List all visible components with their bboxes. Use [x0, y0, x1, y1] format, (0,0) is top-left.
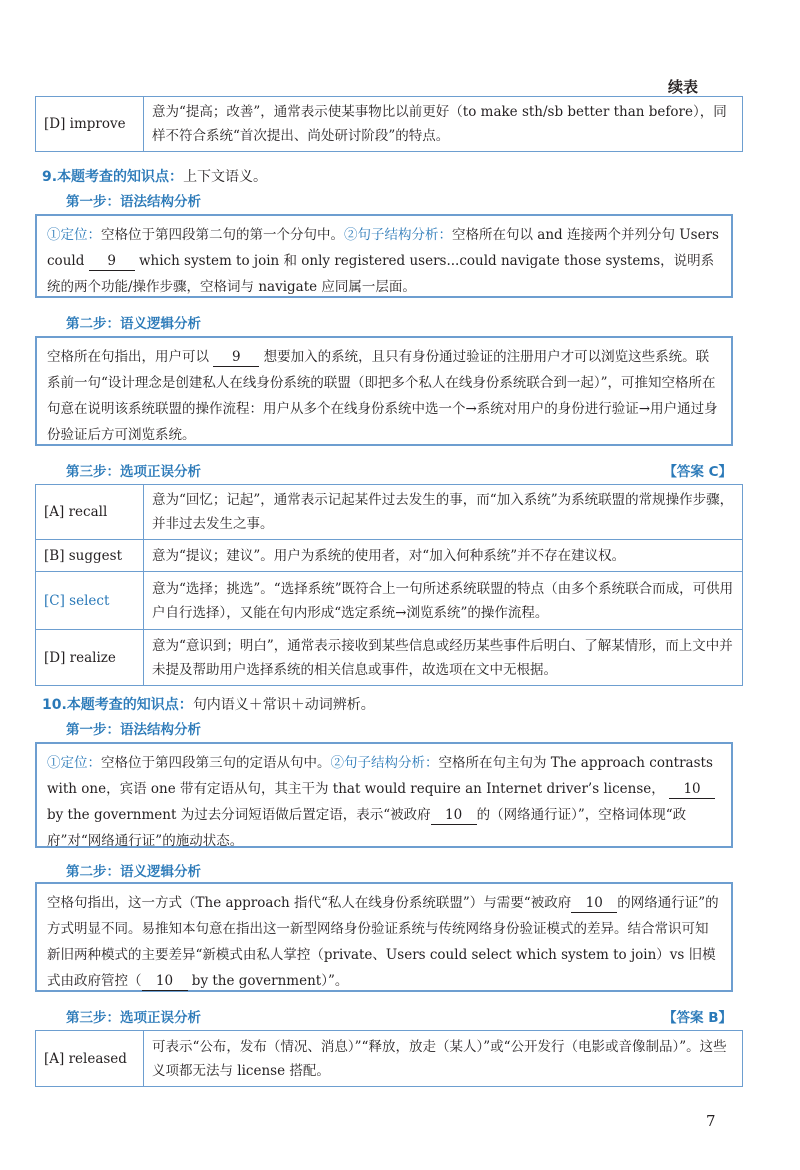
q10-locate-label: 定位：: [60, 755, 101, 771]
option-label: [D] realize: [36, 630, 144, 686]
option-label: [A] recall: [36, 485, 144, 540]
q10-number: 10.: [42, 697, 67, 713]
blank-10: 10: [142, 972, 188, 991]
circled-one-icon: ①: [47, 227, 61, 243]
q10-label: 本题考查的知识点：: [66, 697, 193, 713]
option-explanation: 意为“回忆；记起”，通常表示记起某件过去发生的事，而“加入系统”为系统联盟的常规操作步骤，并非过去发生之事。: [144, 485, 743, 540]
table-row: [36, 97, 743, 152]
q9-logic-box: [35, 336, 733, 446]
q9-step1-title: 第一步：语法结构分析: [66, 194, 201, 210]
q9-locate-label: 定位：: [60, 227, 101, 243]
q10-logic-box: [35, 882, 733, 992]
circled-one-icon: ①: [47, 755, 61, 771]
q9-grammar-box: [35, 214, 733, 298]
table-row: [36, 630, 743, 686]
q10-option-table: [35, 1030, 743, 1087]
option-label-correct: [C] select: [36, 572, 144, 630]
q10-heading: [42, 694, 375, 714]
q9-step3-title: 第三步：选项正误分析: [66, 464, 201, 480]
option-label: [B] suggest: [36, 540, 144, 572]
continued-label: 续表: [668, 78, 699, 96]
blank-9: 9: [89, 252, 135, 271]
q10-step1-title: 第一步：语法结构分析: [66, 722, 201, 738]
q9-label: 本题考查的知识点：: [57, 169, 184, 185]
q10-locate-text: 空格位于第四段第三句的定语从句中。: [101, 755, 331, 771]
q9-answer: 【答案 C】: [663, 464, 732, 480]
q10-logic-text-b: 的网络通行证”的方式明显不同。易推知本句意在指出这一新型网络身份验证系统与传统网络身份验证模式的差异。结合常识可知新旧两种模式的主要差异“新模式由私人掌控（private、Users could select which system to join）vs 旧模式由政府管控（: [47, 895, 719, 989]
option-label: [D] improve: [36, 97, 144, 152]
option-label: [A] released: [36, 1031, 144, 1087]
q9-logic-text-a: 空格所在句指出，用户可以: [47, 349, 209, 365]
table-row: [36, 540, 743, 572]
q10-answer: 【答案 B】: [663, 1010, 732, 1026]
q9-logic-text-b: 想要加入的系统，且只有身份通过验证的注册用户才可以浏览这些系统。联系前一句“设计理念是创建私人在线身份系统的联盟（即把多个私人在线身份系统联合到一起）”，可推知空格所在句意在说明该系统联盟的操作流程：用户从多个在线身份系统中选一个→系统对用户的身份进行验证→用户通过身份验证后方可浏览系统。: [47, 349, 718, 443]
option-explanation: 意为“提高；改善”，通常表示使某事物比以前更好（to make sth/sb better than before），同样不符合系统“首次提出、尚处研讨阶段”的特点。: [144, 97, 743, 152]
option-explanation: 意为“选择；挑选”。“选择系统”既符合上一句所述系统联盟的特点（由多个系统联合而成，可供用户自行选择），又能在句内形成“选定系统→浏览系统”的操作流程。: [144, 572, 743, 630]
q10-grammar-box: [35, 742, 733, 848]
blank-10: 10: [669, 780, 715, 799]
q9-number: 9.: [42, 169, 58, 185]
q9-structure-text-a: 空格所在句以 and 连接两个并列分句 Users could: [47, 227, 719, 269]
blank-9: 9: [213, 348, 259, 367]
circled-two-icon: ②: [344, 227, 358, 243]
table-row: [36, 485, 743, 540]
q10-logic-text-a: 空格句指出，这一方式（The approach 指代“私人在线身份系统联盟”）与需要“被政府: [47, 895, 572, 911]
page-number: 7: [706, 1112, 716, 1130]
q10-structure-text-a: 空格所在句主句为 The approach contrasts with one，宾语 one 带有定语从句，其主干为 that would require an Internet driver’s license，: [47, 755, 713, 797]
table-row: [36, 572, 743, 630]
option-explanation: 意为“提议；建议”。用户为系统的使用者，对“加入何种系统”并不存在建议权。: [144, 540, 743, 572]
option-explanation: 意为“意识到；明白”，通常表示接收到某些信息或经历某些事件后明白、了解某情形，而上文中并未提及帮助用户选择系统的相关信息或事件，故选项在文中无根据。: [144, 630, 743, 686]
blank-10: 10: [431, 806, 477, 825]
q10-logic-text-c: by the government）”。: [191, 973, 349, 989]
q9-topic: 上下文语义。: [183, 169, 268, 185]
q9-option-table: [35, 484, 743, 686]
table-row: [36, 1031, 743, 1087]
q10-topic: 句内语义＋常识＋动词辨析。: [192, 697, 375, 713]
q10-step3-title: 第三步：选项正误分析: [66, 1010, 201, 1026]
q10-step2-title: 第二步：语义逻辑分析: [66, 864, 201, 880]
circled-two-icon: ②: [330, 755, 344, 771]
q9-locate-text: 空格位于第四段第二句的第一个分句中。: [101, 227, 344, 243]
q10-structure-text-c: 的（网络通行证）”，空格词体现“政府”对“网络通行证”的施动状态。: [47, 807, 687, 849]
q9-structure-label: 句子结构分析：: [357, 227, 452, 243]
q10-structure-text-b: by the government 为过去分词短语做后置定语，表示“被政府: [47, 807, 431, 823]
q10-structure-label: 句子结构分析：: [344, 755, 439, 771]
option-explanation: 可表示“公布，发布（情况、消息）”“释放，放走（某人）”或“公开发行（电影或音像制品）”。这些义项都无法与 license 搭配。: [144, 1031, 743, 1087]
q9-heading: [42, 166, 267, 186]
q9-structure-text-b: which system to join 和 only registered users...could navigate those systems，说明系统的两个功能/操作步骤，空格词与 navigate 应同属一层面。: [47, 253, 715, 295]
top-option-table: [35, 96, 743, 152]
q9-step2-title: 第二步：语义逻辑分析: [66, 316, 201, 332]
blank-10: 10: [571, 894, 617, 913]
